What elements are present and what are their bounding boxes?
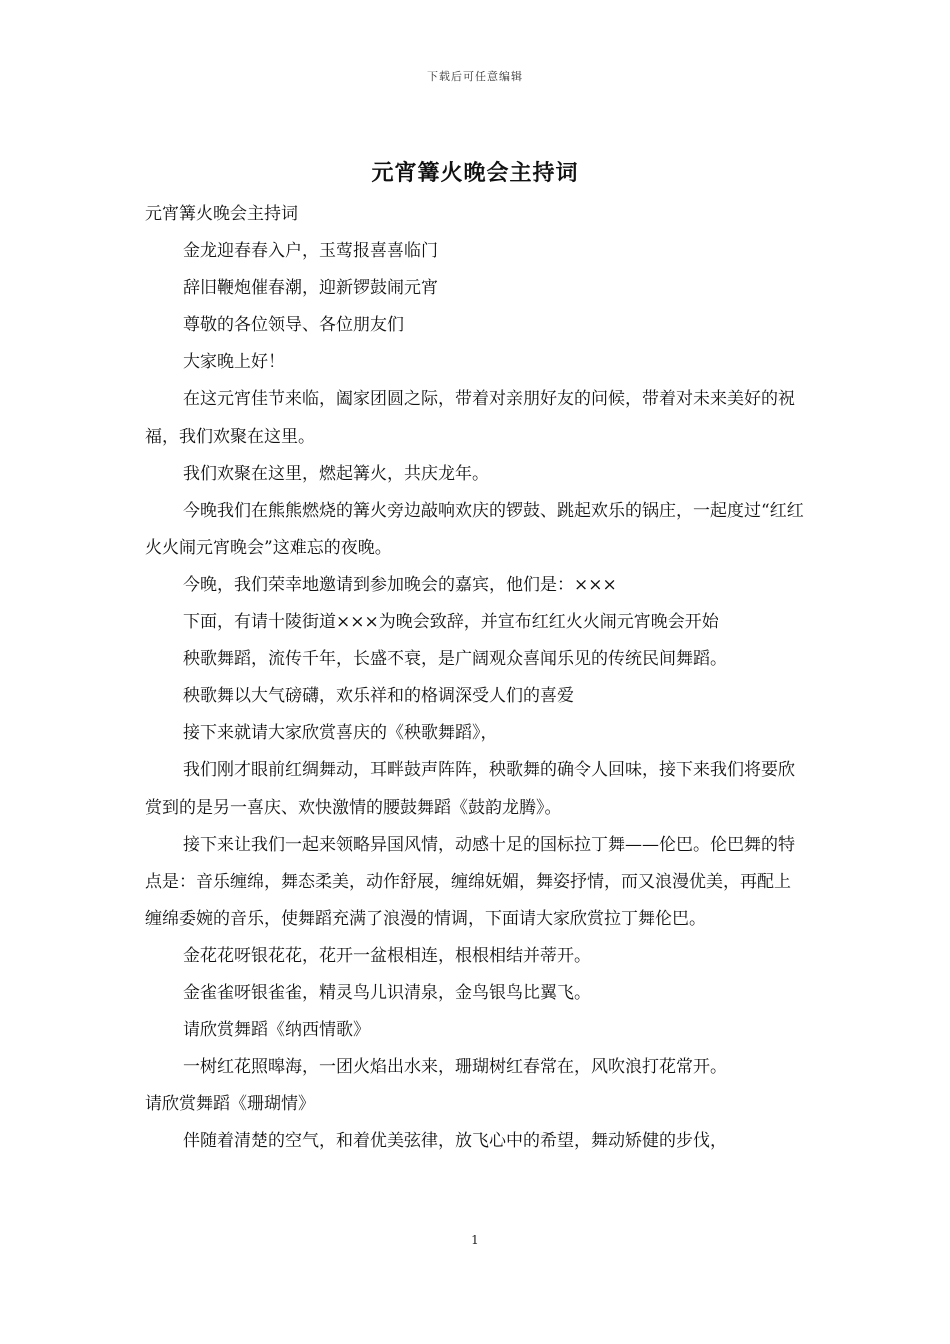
paragraph: 一树红花照暤海，一团火焰出水来，珊瑚树红春常在，风吹浪打花常开。: [183, 1057, 727, 1078]
paragraph: 辞旧鞭炮催春潮，迎新锣鼓闹元宵: [183, 278, 438, 299]
paragraph: 下面，有请十陵街道×××为晚会致辞，并宣布红红火火闹元宵晚会开始: [183, 612, 719, 633]
document-title: 元宵篝火晚会主持词: [371, 160, 579, 186]
paragraph: 伴随着清楚的空气，和着优美弦律，放飞心中的希望，舞动矫健的步伐，: [183, 1131, 727, 1152]
paragraph: 金龙迎春春入户，玉莺报喜喜临门: [183, 241, 438, 262]
paragraph: 尊敬的各位领导、各位朋友们: [183, 315, 404, 336]
paragraph: 今晚，我们荣幸地邀请到参加晚会的嘉宾，他们是：×××: [183, 574, 617, 595]
paragraph: 在这元宵佳节来临，阖家团圆之际，带着对亲朋好友的问候，带着对未来美好的祝福，我们欢聚在这里。: [145, 389, 795, 447]
paragraph: 今晚我们在熊熊燃烧的篝火旁边敲响欢庆的锣鼓、跳起欢乐的锅庄，一起度过“红红火火闹元宵晚会”这难忘的夜晚。: [145, 500, 804, 558]
paragraph: 大家晚上好！: [183, 352, 285, 373]
paragraph: 元宵篝火晚会主持词: [145, 204, 298, 224]
paragraph: 我们欢聚在这里，燃起篝火，共庆龙年。: [183, 463, 489, 484]
page-number: 1: [471, 1233, 479, 1247]
paragraph: 金雀雀呀银雀雀，精灵鸟儿识清泉，金鸟银鸟比翼飞。: [183, 982, 591, 1003]
paragraph: 请欣赏舞蹈《纳西情歌》: [183, 1020, 370, 1041]
paragraph: 秧歌舞蹈，流传千年，长盛不衰，是广阔观众喜闻乐见的传统民间舞蹈。: [183, 649, 727, 670]
document-body: [145, 196, 807, 1160]
paragraph: 接下来让我们一起来领略异国风情，动感十足的国标拉丁舞——伦巴。伦巴舞的特点是：音乐缠绵，舞态柔美，动作舒展，缠绵妩媚，舞姿抒情，而又浪漫优美，再配上缠绵委婉的音乐，使舞蹈充满了浪漫的情调，下面请大家欣赏拉丁舞伦巴。: [145, 834, 795, 929]
paragraph: 我们刚才眼前红绸舞动，耳畔鼓声阵阵，秧歌舞的确令人回味，接下来我们将要欣赏到的是另一喜庆、欢快激情的腰鼓舞蹈《鼓韵龙腾》。: [145, 760, 795, 818]
paragraph: 接下来就请大家欣赏喜庆的《秧歌舞蹈》，: [183, 723, 498, 744]
paragraph: 秧歌舞以大气磅礴，欢乐祥和的格调深受人们的喜爱: [183, 686, 574, 707]
paragraph: 金花花呀银花花，花开一盆根相连，根根相结并蒂开。: [183, 945, 591, 966]
page-header-note: 下载后可任意编辑: [427, 70, 523, 83]
paragraph: 请欣赏舞蹈《珊瑚情》: [145, 1094, 315, 1115]
